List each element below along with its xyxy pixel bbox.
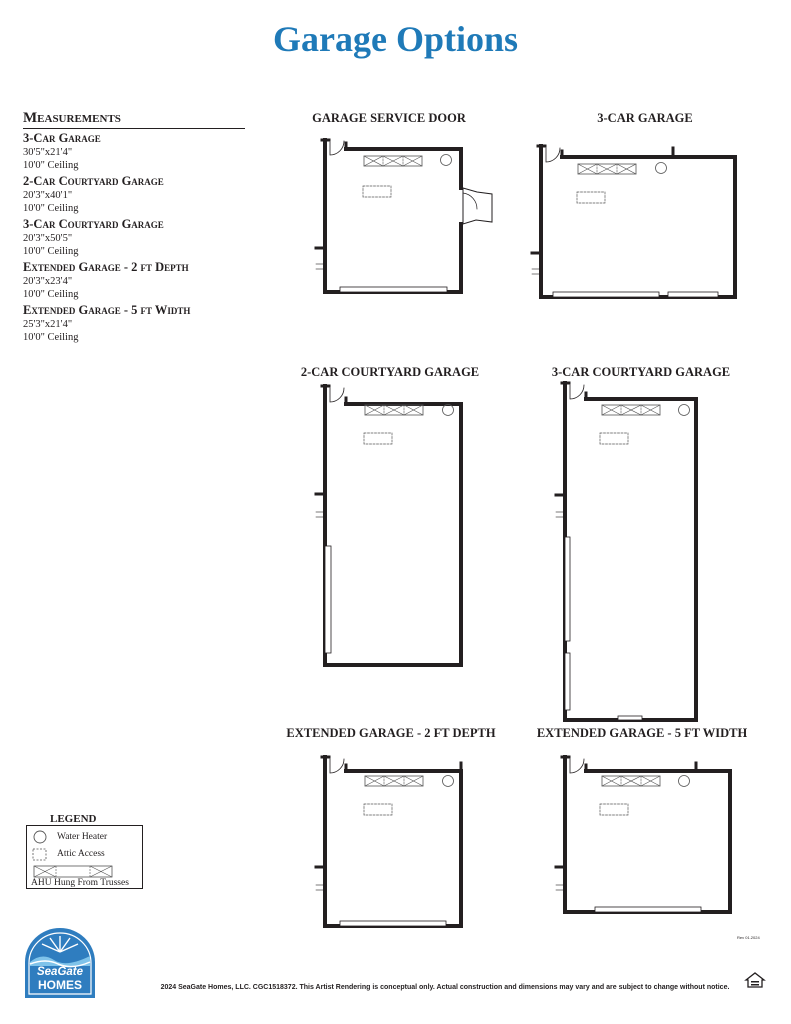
plan-label-extended-width: EXTENDED GARAGE - 5 FT WIDTH bbox=[536, 726, 748, 740]
plan-label-3-car: 3-CAR GARAGE bbox=[597, 111, 693, 125]
measurement-name: 2-Car Courtyard Garage bbox=[23, 174, 164, 188]
measurement-ceiling: 10'0" Ceiling bbox=[23, 160, 79, 171]
equal-housing-icon bbox=[744, 972, 766, 988]
measurement-name: Extended Garage - 5 ft Width bbox=[23, 303, 191, 317]
measurement-name: 3-Car Garage bbox=[23, 131, 101, 145]
measurement-ceiling: 10'0" Ceiling bbox=[23, 289, 79, 300]
legend-attic-access: Attic Access bbox=[57, 849, 105, 859]
logo-line-2: HOMES bbox=[37, 978, 82, 992]
footer-disclaimer: 2024 SeaGate Homes, LLC. CGC1518372. This Artist Rendering is conceptual only. Actual construction and dimensions may vary and are subject to change without notice. bbox=[160, 984, 730, 991]
measurement-size: 25'3"x21'4" bbox=[23, 319, 73, 330]
plan-2-car-courtyard-garage bbox=[316, 386, 461, 665]
plan-3-car-courtyard-garage bbox=[556, 383, 696, 720]
legend-water-heater: Water Heater bbox=[57, 832, 108, 842]
plan-3-car-garage bbox=[532, 146, 735, 297]
measurement-size: 20'3"x40'1" bbox=[23, 190, 73, 201]
measurement-ceiling: 10'0" Ceiling bbox=[23, 246, 79, 257]
plan-label-extended-depth: EXTENDED GARAGE - 2 FT DEPTH bbox=[286, 726, 496, 740]
measurement-ceiling: 10'0" Ceiling bbox=[23, 332, 79, 343]
plan-label-service-door: GARAGE SERVICE DOOR bbox=[312, 111, 466, 125]
revision-code: Rev 01.2024 bbox=[737, 935, 760, 940]
measurements-heading: Measurements bbox=[23, 110, 245, 129]
measurement-size: 20'3"x23'4" bbox=[23, 276, 73, 287]
measurement-ceiling: 10'0" Ceiling bbox=[23, 203, 79, 214]
legend-title: LEGEND bbox=[50, 813, 97, 825]
plan-garage-service-door bbox=[316, 140, 492, 292]
page-title: Garage Options bbox=[272, 19, 518, 59]
measurement-name: 3-Car Courtyard Garage bbox=[23, 217, 164, 231]
plan-label-3-car-courtyard: 3-CAR COURTYARD GARAGE bbox=[551, 365, 731, 379]
measurement-size: 20'3"x50'5" bbox=[23, 233, 73, 244]
plan-extended-garage-2ft-depth bbox=[316, 757, 461, 926]
plan-label-2-car-courtyard: 2-CAR COURTYARD GARAGE bbox=[300, 365, 480, 379]
legend-ahu: AHU Hung From Trusses bbox=[31, 878, 129, 888]
measurement-name: Extended Garage - 2 ft Depth bbox=[23, 260, 189, 274]
measurement-size: 30'5"x21'4" bbox=[23, 147, 73, 158]
plan-extended-garage-5ft-width bbox=[556, 757, 730, 912]
logo-line-1: SeaGate bbox=[36, 966, 84, 978]
